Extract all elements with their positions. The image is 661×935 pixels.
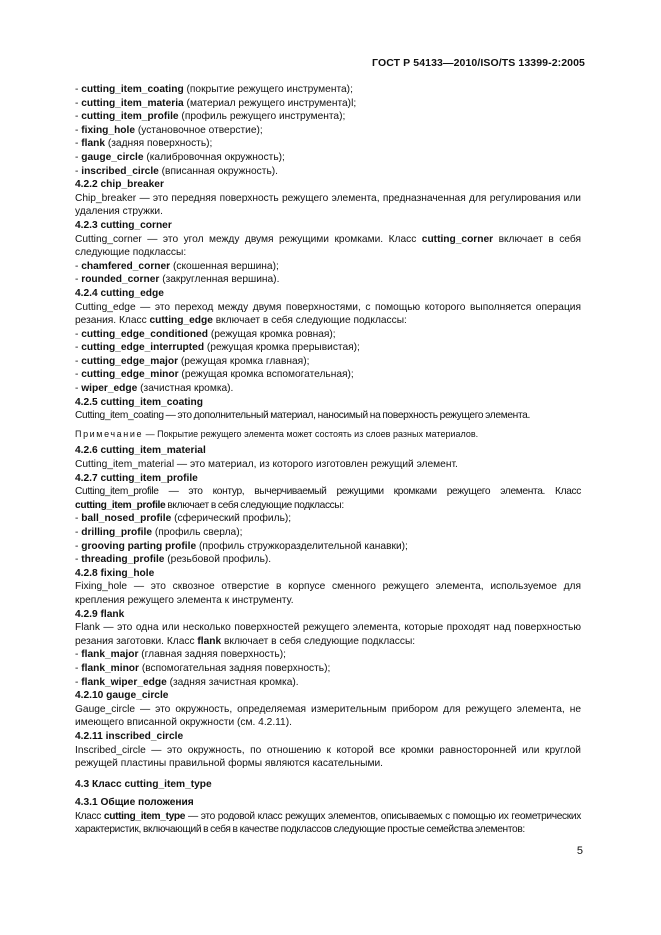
list-item: - cutting_item_coating (покрытие режущего инструмента); xyxy=(75,84,353,95)
section-heading-4-3-1: 4.3.1 Общие положения xyxy=(75,797,194,809)
section-heading-4-2-10: 4.2.10 gauge_circle xyxy=(75,690,169,702)
list-item-term: cutting_item_materia xyxy=(81,97,184,109)
list-item-desc: (закругленная вершина). xyxy=(159,274,280,286)
list-item-term: cutting_item_coating xyxy=(81,84,184,95)
note-label: Примечание xyxy=(75,428,144,439)
section-text-4-2-9 xyxy=(75,621,581,648)
list-item-term: drilling_profile xyxy=(81,527,152,538)
list-item: - flank_major (главная задняя поверхность); xyxy=(75,649,286,661)
list-item-term: chamfered_corner xyxy=(81,260,171,272)
list-item-desc: (материал режущего инструмента)l; xyxy=(183,97,357,109)
section-heading-4-2-8: 4.2.8 fixing_hole xyxy=(75,567,155,579)
document-header: ГОСТ Р 54133—2010/ISO/TS 13399-2:2005 xyxy=(372,57,585,69)
section-text-4-2-6: Cutting_item_material — это материал, из которого изготовлен режущий элемент. xyxy=(75,459,458,471)
section-text-4-2-2: Chip_breaker — это передняя поверхность режущего элемента, предназначенная для регулирования или удаления стружки. xyxy=(75,192,581,218)
section-heading-4-2-4: 4.2.4 cutting_edge xyxy=(75,287,164,299)
list-item-term: wiper_edge xyxy=(81,383,138,395)
list-item-term: cutting_edge_interrupted xyxy=(81,342,205,354)
list-item: - fixing_hole (установочное отверстие); xyxy=(75,124,263,136)
list-item-desc: (вспомогательная задняя поверхность); xyxy=(138,662,331,674)
section-text-4-2-7 xyxy=(75,485,581,512)
list-item: - cutting_item_profile (профиль режущего инструмента); xyxy=(75,111,346,123)
section-text-4-2-3 xyxy=(75,233,581,260)
list-item-term: flank_major xyxy=(81,649,139,661)
list-item-desc: (калибровочная окружность); xyxy=(143,151,285,163)
list-item: - cutting_edge_conditioned (режущая кромка ровная); xyxy=(75,328,336,340)
section-text-4-2-5: Cutting_item_coating — это дополнительный материал, наносимый на поверхность режущего элемента. xyxy=(75,410,530,422)
text-part: — это родовой класс режущих элементов, описываемых с помощью их геометрических характеристик, включающий в себя в качестве подклассов следующие простые семейства элементов: xyxy=(75,810,581,836)
list-item-desc: (главная задняя поверхность); xyxy=(138,649,286,661)
list-item-term: inscribed_circle xyxy=(81,165,159,177)
list-item-desc: (режущая кромка ровная); xyxy=(208,328,336,340)
list-item-desc: (режущая кромка прерывистая); xyxy=(204,342,360,354)
text-part: Класс xyxy=(75,810,104,822)
section-heading-4-2-7: 4.2.7 cutting_item_profile xyxy=(75,472,198,484)
class-term: cutting_item_type xyxy=(103,810,186,822)
list-item-desc: (режущая кромка главная); xyxy=(178,355,310,367)
list-item-term: rounded_corner xyxy=(81,274,160,286)
text-part: включает в себя следующие подклассы: xyxy=(212,315,407,327)
list-item: - threading_profile (резьбовой профиль). xyxy=(75,554,272,566)
list-item: - rounded_corner (закругленная вершина). xyxy=(75,274,280,286)
page-content xyxy=(75,83,581,837)
list-item-term: flank xyxy=(81,138,106,150)
list-item-term: threading_profile xyxy=(81,554,165,566)
list-item: - chamfered_corner (скошенная вершина); xyxy=(75,260,279,272)
list-item: - cutting_item_materia (материал режущего инструмента)l; xyxy=(75,97,357,109)
text-part: Cutting_corner — это угол между двумя режущими кромками. Класс xyxy=(75,233,422,245)
list-item-term: cutting_edge_major xyxy=(81,355,179,367)
list-item: - cutting_edge_minor (режущая кромка вспомогательная); xyxy=(75,369,354,381)
list-item-desc: (сферический профиль); xyxy=(171,513,292,525)
text-part: включает в себя следующие подклассы: xyxy=(221,635,416,647)
list-item-desc: (профиль сверла); xyxy=(152,527,243,538)
section-heading-4-2-2: 4.2.2 chip_breaker xyxy=(75,179,164,191)
list-item: - ball_nosed_profile (сферический профиль); xyxy=(75,513,292,525)
list-item-term: flank_wiper_edge xyxy=(81,676,167,688)
list-item-desc: (покрытие режущего инструмента); xyxy=(183,84,353,95)
section-text-4-2-8: Fixing_hole — это сквозное отверстие в корпусе сменного режущего элемента, используемое для крепления режущего элемента к инструменту. xyxy=(75,581,581,606)
list-item-desc: (режущая кромка вспомогательная); xyxy=(178,369,354,381)
list-item-desc: (задняя поверхность); xyxy=(105,138,213,150)
class-term: cutting_item_profile xyxy=(75,499,166,511)
class-term: cutting_corner xyxy=(421,233,494,245)
list-item: - inscribed_circle (вписанная окружность). xyxy=(75,165,278,177)
list-item: - flank (задняя поверхность); xyxy=(75,138,213,150)
list-item-desc: (резьбовой профиль). xyxy=(164,554,272,566)
text-part: включает в себя следующие подклассы: xyxy=(165,499,344,511)
section-heading-4-2-6: 4.2.6 cutting_item_material xyxy=(75,445,206,457)
list-item: - drilling_profile (профиль сверла); xyxy=(75,527,243,538)
section-text-4-3-1 xyxy=(75,810,581,837)
text-part: Flank — это одна или несколько поверхностей режущего элемента, которые проходят над поверхностью резания заготовки. Класс xyxy=(75,622,581,647)
list-item-term: fixing_hole xyxy=(81,124,136,136)
note-text: — Покрытие режущего элемента может состоять из слоев разных материалов. xyxy=(143,428,479,439)
list-item-desc: (скошенная вершина); xyxy=(170,260,279,272)
section-text-4-2-4 xyxy=(75,301,581,328)
list-item: - wiper_edge (зачистная кромка). xyxy=(75,383,234,395)
section-heading-4-2-3: 4.2.3 cutting_corner xyxy=(75,219,172,231)
list-item-term: flank_minor xyxy=(81,662,139,674)
list-item: - flank_wiper_edge (задняя зачистная кромка). xyxy=(75,676,299,688)
list-item-term: grooving parting profile xyxy=(81,540,197,552)
text-part: включает в себя следующие подклассы: xyxy=(75,233,581,259)
section-text-4-2-11: Inscribed_circle — это окружность, по отношению к которой все кромки равносторонней или круглой режущей пластины правильной формы являются касательными. xyxy=(75,744,581,770)
text-part: Cutting_item_profile — это контур, вычерчиваемый режущими кромками режущего элемента. Класс xyxy=(75,486,581,498)
list-item-term: cutting_item_profile xyxy=(81,111,179,123)
list-item-desc: (установочное отверстие); xyxy=(135,124,263,136)
list-item: - cutting_edge_interrupted (режущая кромка прерывистая); xyxy=(75,342,360,354)
list-item: - flank_minor (вспомогательная задняя поверхность); xyxy=(75,662,331,674)
list-item: - gauge_circle (калибровочная окружность); xyxy=(75,151,285,163)
section-heading-4-2-11: 4.2.11 inscribed_circle xyxy=(75,730,184,742)
list-item-term: cutting_edge_minor xyxy=(81,369,179,381)
list-item: - cutting_edge_major (режущая кромка главная); xyxy=(75,355,310,367)
list-item-desc: (задняя зачистная кромка). xyxy=(166,676,299,688)
section-heading-4-2-9: 4.2.9 flank xyxy=(75,608,125,620)
list-item-desc: (вписанная окружность). xyxy=(158,165,278,177)
list-item-term: ball_nosed_profile xyxy=(81,513,172,525)
class-term: cutting_edge xyxy=(149,315,213,327)
list-item-desc: (профиль режущего инструмента); xyxy=(178,111,346,123)
section-heading-4-3: 4.3 Класс cutting_item_type xyxy=(75,778,212,790)
list-item-desc: (профиль стружкоразделительной канавки); xyxy=(196,540,408,552)
text-part: Cutting_edge — это переход между двумя поверхностями, с помощью которого выполняется операция резания. Класс xyxy=(75,301,581,327)
list-item: - grooving parting profile (профиль стружкоразделительной канавки); xyxy=(75,540,408,552)
list-item-desc: (зачистная кромка). xyxy=(137,383,234,395)
note xyxy=(75,428,581,442)
class-term: flank xyxy=(197,635,222,647)
section-heading-4-2-5: 4.2.5 cutting_item_coating xyxy=(75,396,203,408)
page-number: 5 xyxy=(576,845,583,857)
list-item-term: gauge_circle xyxy=(81,151,144,163)
section-text-4-2-10: Gauge_circle — это окружность, определяемая измерительным прибором для режущего элемента, не имеющего вписанной окружности (см. 4.2.11). xyxy=(75,703,581,729)
list-item-term: cutting_edge_conditioned xyxy=(81,328,209,340)
list-intro-subclasses xyxy=(75,83,581,178)
